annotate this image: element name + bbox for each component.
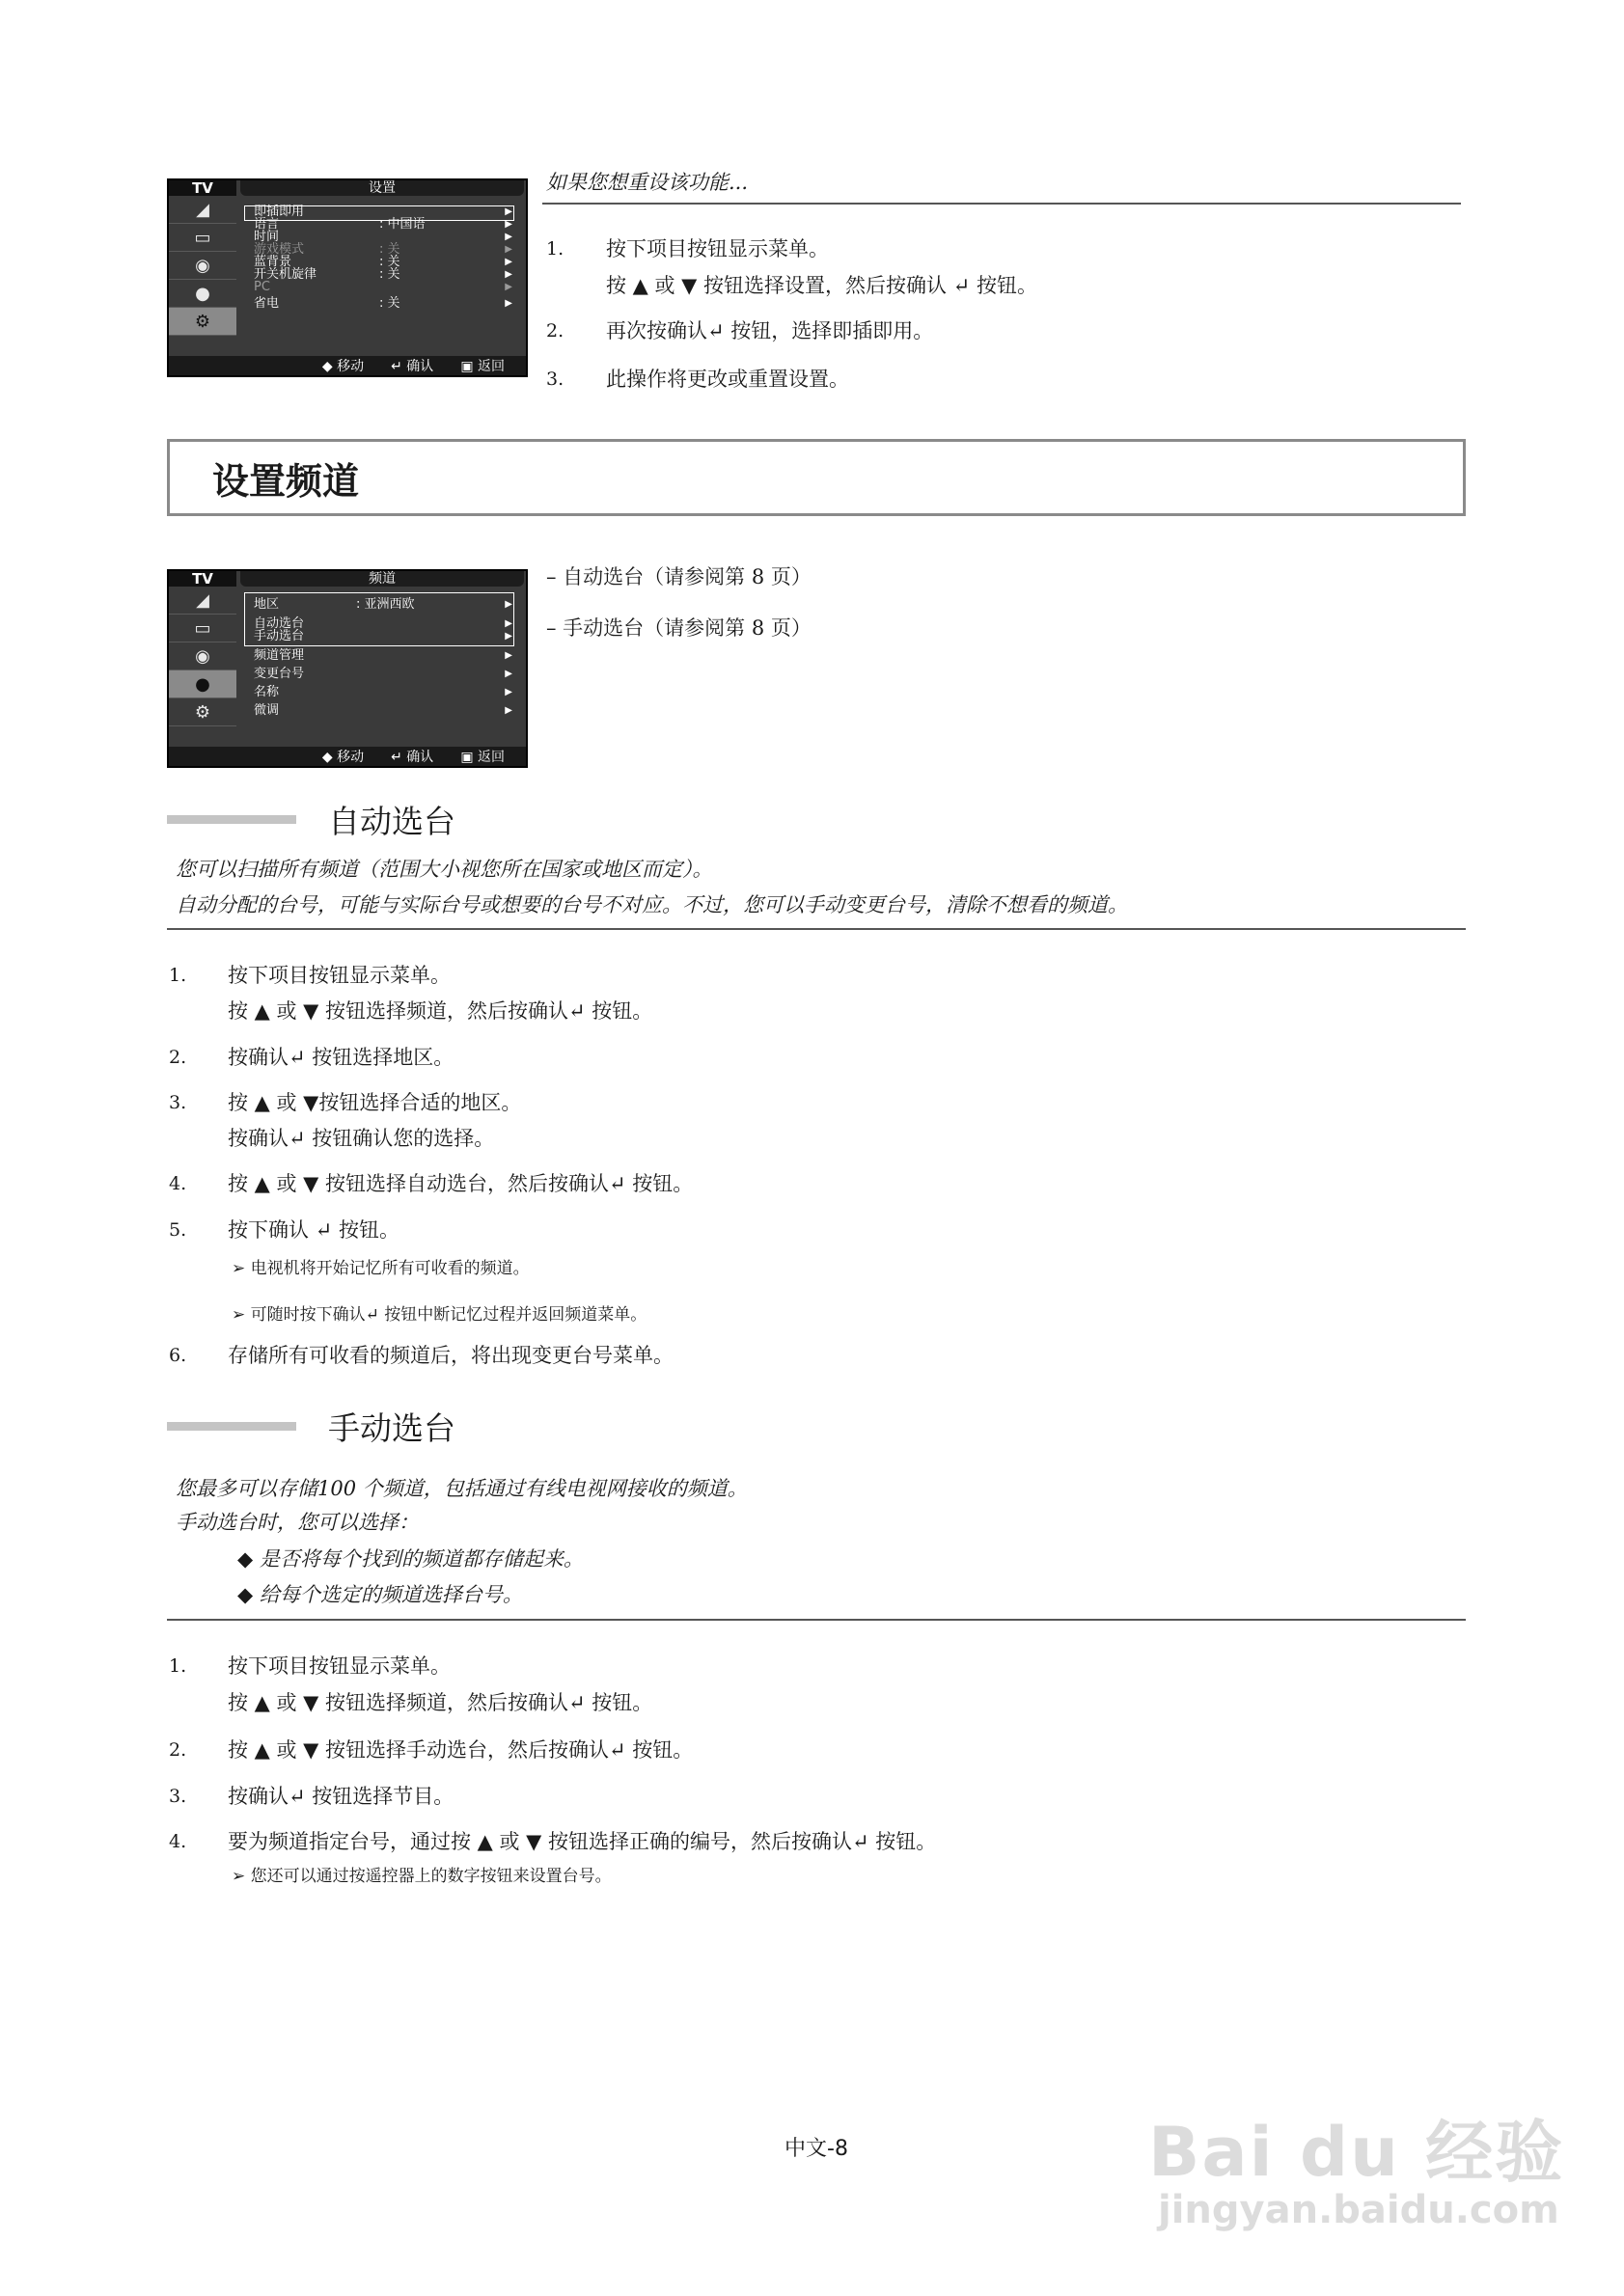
divider — [167, 928, 1466, 930]
osd-item: 开关机旋律 : 关 ▶ — [254, 267, 512, 282]
step-text: 按确认↵ 按钮选择节目。 — [228, 1785, 454, 1808]
osd-item: 地区 : 亚洲西欧 ▶ — [254, 597, 512, 612]
arrow-right-icon: ▶ — [505, 298, 512, 309]
intro-line: 手动选台时，您可以选择： — [176, 1511, 419, 1534]
arrow-right-icon: ▶ — [505, 269, 512, 280]
osd-title: 频道 — [240, 571, 524, 587]
arrow-right-icon: ▶ — [505, 618, 512, 629]
osd-side-icons — [169, 196, 236, 336]
intro-line: 您可以扫描所有频道（范围大小视您所在国家或地区而定）。 — [176, 858, 713, 881]
antenna-icon: ● — [169, 670, 236, 698]
step-text: 要为频道指定台号，通过按 ▲ 或 ▼ 按钮选择正确的编号，然后按确认↵ 按钮。 — [228, 1830, 937, 1853]
osd-item: 变更台号 ▶ — [254, 667, 512, 681]
osd-title: 设置 — [240, 180, 524, 196]
arrow-right-icon: ▶ — [505, 599, 512, 610]
section-title-box — [167, 439, 1466, 516]
osd-footer-enter: ↵ 确认 — [391, 750, 434, 765]
section-marker — [167, 1422, 296, 1431]
setup-gear-icon: ⚙ — [169, 308, 236, 336]
osd-item: 频道管理 ▶ — [254, 648, 512, 663]
divider — [167, 1619, 1466, 1621]
osd-item: 语言 : 中国语 ▶ — [254, 217, 512, 232]
note-line: ➢ 电视机将开始记忆所有可收看的频道。 — [232, 1259, 530, 1278]
antenna-icon: ● — [169, 280, 236, 308]
page-reference: – 手动选台（请参阅第 8 页） — [546, 616, 812, 640]
step-number: 5. — [169, 1219, 187, 1241]
step-text: 按下项目按钮显示菜单。 — [228, 964, 451, 987]
step-text: 按下项目按钮显示菜单。 — [606, 237, 829, 260]
auto-section-title: 自动选台 — [328, 803, 455, 840]
setup-gear-icon: ⚙ — [169, 698, 236, 726]
step-text: 按 ▲ 或 ▼ 按钮选择自动选台，然后按确认↵ 按钮。 — [228, 1172, 694, 1195]
osd-item: 即插即用 ▶ — [254, 205, 512, 219]
step-text: 按 ▲ 或 ▼按钮选择合适的地区。 — [228, 1091, 522, 1114]
step-text: 此操作将更改或重置设置。 — [606, 368, 849, 391]
osd-menu-list — [240, 205, 520, 310]
osd-item: 名称 ▶ — [254, 685, 512, 699]
step-number: 4. — [169, 1173, 187, 1194]
osd-side-icons — [169, 587, 236, 726]
step-number: 3. — [169, 1786, 187, 1807]
step-text: 按 ▲ 或 ▼ 按钮选择频道，然后按确认↵ 按钮。 — [228, 999, 653, 1023]
osd-footer — [169, 747, 526, 766]
step-text: 按 ▲ 或 ▼ 按钮选择设置，然后按确认 ↵ 按钮。 — [606, 274, 1037, 297]
osd-item: PC ▶ — [254, 280, 512, 294]
arrow-right-icon: ▶ — [505, 650, 512, 661]
reset-heading: 如果您想重设该功能... — [546, 171, 749, 194]
section-title: 设置频道 — [212, 460, 360, 503]
arrow-right-icon: ▶ — [505, 631, 512, 642]
manual-section-title: 手动选台 — [328, 1409, 455, 1447]
osd-menu-list — [240, 598, 520, 717]
arrow-right-icon: ▶ — [505, 219, 512, 230]
arrow-right-icon: ▶ — [505, 206, 512, 217]
step-number: 2. — [169, 1739, 187, 1761]
note-line: ➢ 您还可以通过按遥控器上的数字按钮来设置台号。 — [232, 1867, 612, 1886]
divider — [542, 203, 1461, 205]
osd-item: 蓝背景 : 关 ▶ — [254, 255, 512, 269]
osd-footer-move: ◆ 移动 — [321, 359, 365, 374]
osd-tab-label: TV — [169, 180, 236, 196]
intro-line: 自动分配的台号，可能与实际台号或想要的台号不对应。不过，您可以手动变更台号，清除不想看的频道。 — [176, 893, 1128, 916]
page-reference: – 自动选台（请参阅第 8 页） — [546, 565, 812, 588]
osd-item: 手动选台 ▶ — [254, 629, 512, 643]
bullet-line: ◆ 是否将每个找到的频道都存储起来。 — [237, 1547, 584, 1571]
picture-icon: ◢ — [169, 196, 236, 224]
step-number: 1. — [169, 965, 187, 986]
section-marker — [167, 815, 296, 824]
baidu-watermark-logo: Bai du 经验 — [1148, 2113, 1565, 2192]
osd-item: 微调 ▶ — [254, 703, 512, 718]
arrow-right-icon: ▶ — [505, 282, 512, 292]
osd-item: 时间 ▶ — [254, 230, 512, 244]
step-number: 6. — [169, 1345, 187, 1366]
step-number: 2. — [546, 320, 564, 342]
osd-footer-move: ◆ 移动 — [321, 750, 365, 765]
arrow-right-icon: ▶ — [505, 705, 512, 716]
arrow-right-icon: ▶ — [505, 257, 512, 267]
intro-line: 您最多可以存储100 个频道，包括通过有线电视网接收的频道。 — [176, 1477, 748, 1500]
sound-icon: ▭ — [169, 615, 236, 642]
bullet-line: ◆ 给每个选定的频道选择台号。 — [237, 1583, 523, 1606]
step-text: 再次按确认↵ 按钮，选择即插即用。 — [606, 319, 934, 342]
osd-channel-screenshot — [167, 569, 528, 768]
step-text: 按确认↵ 按钮确认您的选择。 — [228, 1127, 495, 1150]
arrow-right-icon: ▶ — [505, 232, 512, 242]
step-number: 3. — [546, 369, 564, 390]
step-text: 按下确认 ↵ 按钮。 — [228, 1218, 399, 1242]
picture-icon: ◢ — [169, 587, 236, 615]
osd-item: 省电 : 关 ▶ — [254, 296, 512, 311]
step-number: 2. — [169, 1047, 187, 1068]
sound-icon: ▭ — [169, 224, 236, 252]
arrow-right-icon: ▶ — [505, 244, 512, 255]
baidu-watermark-url: jingyan.baidu.com — [1158, 2188, 1559, 2232]
osd-footer — [169, 356, 526, 375]
step-text: 按确认↵ 按钮选择地区。 — [228, 1046, 454, 1069]
step-text: 存储所有可收看的频道后，将出现变更台号菜单。 — [228, 1344, 674, 1367]
osd-footer-enter: ↵ 确认 — [391, 359, 434, 374]
osd-footer-return: ▣ 返回 — [460, 359, 505, 374]
channel-icon: ◉ — [169, 642, 236, 670]
osd-setup-screenshot — [167, 178, 528, 377]
step-number: 1. — [169, 1655, 187, 1677]
step-text: 按 ▲ 或 ▼ 按钮选择手动选台，然后按确认↵ 按钮。 — [228, 1738, 694, 1762]
step-text: 按 ▲ 或 ▼ 按钮选择频道，然后按确认↵ 按钮。 — [228, 1691, 653, 1714]
channel-icon: ◉ — [169, 252, 236, 280]
arrow-right-icon: ▶ — [505, 669, 512, 679]
page-number: 中文-8 — [784, 2137, 848, 2161]
arrow-right-icon: ▶ — [505, 687, 512, 697]
osd-item: 游戏模式 : 关 ▶ — [254, 242, 512, 257]
step-number: 1. — [546, 238, 564, 260]
step-number: 4. — [169, 1831, 187, 1852]
osd-tab-label: TV — [169, 571, 236, 587]
osd-footer-return: ▣ 返回 — [460, 750, 505, 765]
step-text: 按下项目按钮显示菜单。 — [228, 1654, 451, 1678]
note-line: ➢ 可随时按下确认↵ 按钮中断记忆过程并返回频道菜单。 — [232, 1305, 647, 1325]
step-number: 3. — [169, 1092, 187, 1113]
osd-item: 自动选台 ▶ — [254, 616, 512, 631]
